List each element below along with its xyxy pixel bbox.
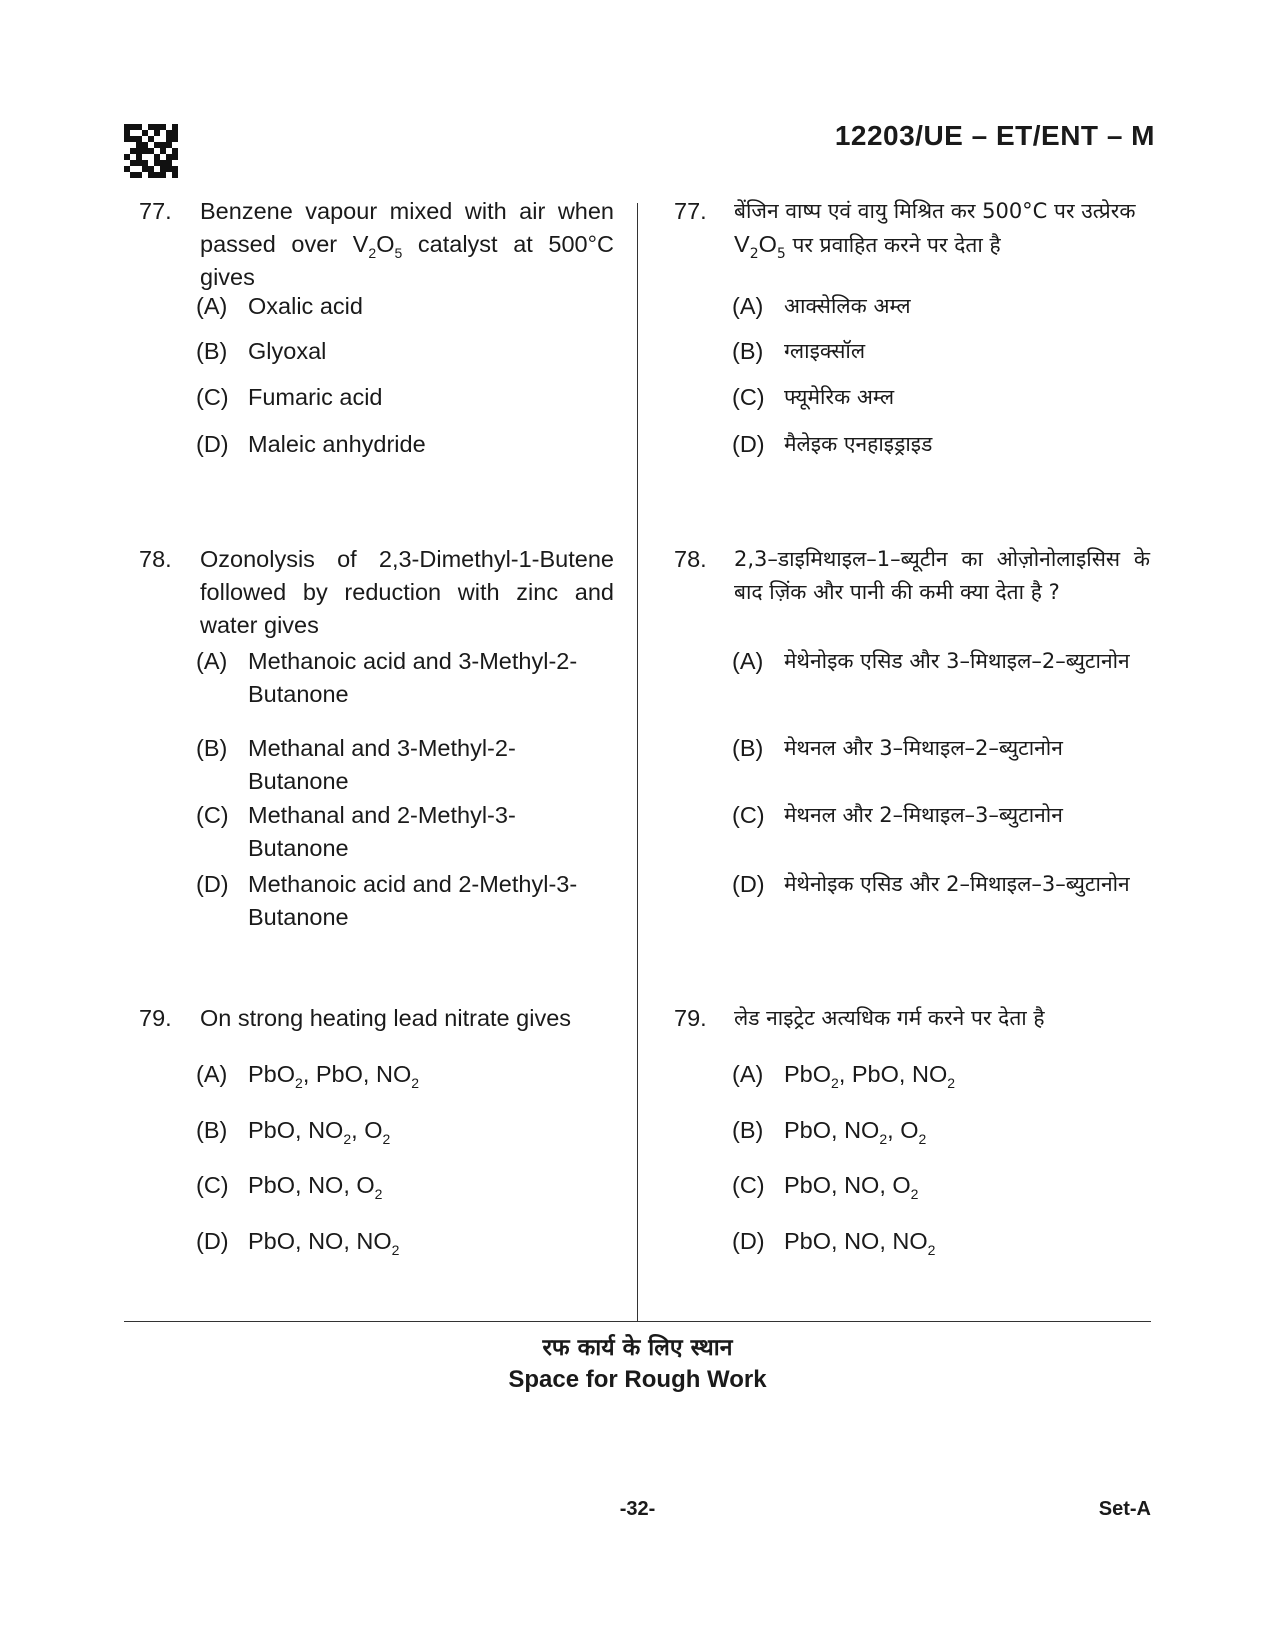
rough-work-heading: Space for Rough Work [508, 1366, 767, 1393]
rough-work-heading-hindi: रफ कार्य के लिए स्थान [542, 1335, 733, 1361]
paper-code: 12203/UE – ET/ENT – M [834, 120, 1155, 151]
question-number: 78. [674, 546, 707, 572]
page-number: -32- [619, 1498, 656, 1520]
question-text: बेंजिन वाष्प एवं वायु मिश्रित कर 500°C पर उत्प्रेरक $V_2O_5$ पर प्रवाहित करने पर देता है [734, 199, 1136, 262]
question-text: Ozonolysis of 2,3-Dimethyl-1-Butene followed by reduction with zinc and water gives [200, 546, 614, 638]
set-label: Set-A [1098, 1498, 1151, 1520]
footer-rule [124, 1321, 1151, 1322]
question-number: 79. [674, 1005, 707, 1031]
question-text: 2,3–डाइमिथाइल–1–ब्यूटीन का ओज़ोनोलाइसिस के बाद ज़िंक और पानी की कमी क्या देता है ? [734, 547, 1150, 604]
question-text: Benzene vapour mixed with air when passed over $V_2O_5$ catalyst at 500°C gives [200, 198, 615, 290]
question-text: On strong heating lead nitrate gives [200, 1005, 572, 1031]
question-number: 77. [139, 198, 172, 224]
question-number: 79. [139, 1005, 172, 1031]
question-number: 78. [139, 546, 172, 572]
question-number: 77. [674, 198, 707, 224]
column-divider [637, 203, 638, 1321]
qr-code-icon [124, 124, 178, 178]
question-text: लेड नाइट्रेट अत्यधिक गर्म करने पर देता है [734, 1006, 1045, 1030]
